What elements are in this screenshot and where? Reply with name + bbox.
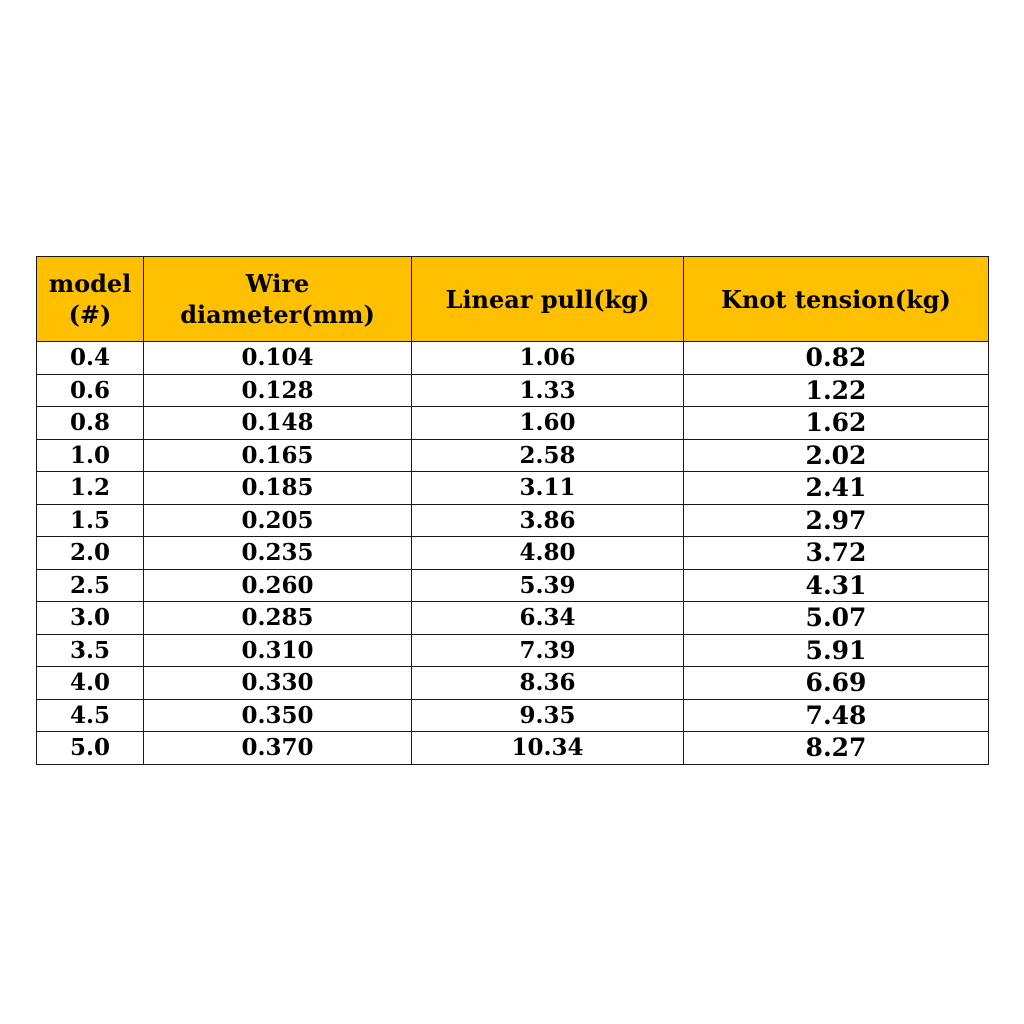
spec-table [36,256,989,765]
cell-linear-pull: 1.60 [412,407,684,440]
cell-model: 4.5 [37,699,144,732]
cell-knot-tension: 0.82 [684,342,989,375]
cell-linear-pull: 8.36 [412,667,684,700]
header-model-line-2: (#) [68,300,112,329]
header-wire-diameter [144,257,412,342]
table-row [37,504,989,537]
table-row [37,699,989,732]
cell-knot-tension: 8.27 [684,732,989,765]
cell-wire-diameter: 0.330 [144,667,412,700]
cell-linear-pull: 6.34 [412,602,684,635]
table-row [37,569,989,602]
cell-linear-pull: 10.34 [412,732,684,765]
cell-model: 1.0 [37,439,144,472]
cell-model: 2.0 [37,537,144,570]
cell-wire-diameter: 0.350 [144,699,412,732]
cell-model: 2.5 [37,569,144,602]
cell-model: 0.6 [37,374,144,407]
cell-knot-tension: 5.91 [684,634,989,667]
cell-linear-pull: 3.86 [412,504,684,537]
table-row [37,374,989,407]
table-row [37,342,989,375]
table-row [37,732,989,765]
cell-model: 3.5 [37,634,144,667]
cell-knot-tension: 3.72 [684,537,989,570]
cell-knot-tension: 2.97 [684,504,989,537]
cell-linear-pull: 1.33 [412,374,684,407]
table-row [37,537,989,570]
cell-wire-diameter: 0.128 [144,374,412,407]
cell-wire-diameter: 0.310 [144,634,412,667]
cell-linear-pull: 5.39 [412,569,684,602]
table-row [37,472,989,505]
cell-knot-tension: 5.07 [684,602,989,635]
header-wire-diameter-line-2: diameter(mm) [180,300,375,329]
cell-model: 0.8 [37,407,144,440]
table-header [37,257,989,342]
table-row [37,407,989,440]
cell-wire-diameter: 0.285 [144,602,412,635]
table-row [37,602,989,635]
cell-linear-pull: 4.80 [412,537,684,570]
cell-model: 1.5 [37,504,144,537]
table-row [37,634,989,667]
cell-knot-tension: 1.22 [684,374,989,407]
cell-wire-diameter: 0.148 [144,407,412,440]
cell-linear-pull: 1.06 [412,342,684,375]
cell-knot-tension: 1.62 [684,407,989,440]
cell-linear-pull: 7.39 [412,634,684,667]
cell-wire-diameter: 0.235 [144,537,412,570]
table-row [37,667,989,700]
header-wire-diameter-line-1: Wire [245,269,310,298]
cell-model: 5.0 [37,732,144,765]
cell-knot-tension: 6.69 [684,667,989,700]
cell-model: 1.2 [37,472,144,505]
cell-linear-pull: 2.58 [412,439,684,472]
cell-knot-tension: 4.31 [684,569,989,602]
header-knot-tension: Knot tension(kg) [684,257,989,342]
cell-model: 0.4 [37,342,144,375]
cell-linear-pull: 3.11 [412,472,684,505]
table-body [37,342,989,765]
cell-knot-tension: 2.02 [684,439,989,472]
cell-wire-diameter: 0.104 [144,342,412,375]
cell-model: 4.0 [37,667,144,700]
cell-wire-diameter: 0.260 [144,569,412,602]
cell-knot-tension: 2.41 [684,472,989,505]
cell-wire-diameter: 0.165 [144,439,412,472]
cell-wire-diameter: 0.370 [144,732,412,765]
cell-wire-diameter: 0.185 [144,472,412,505]
cell-knot-tension: 7.48 [684,699,989,732]
header-model-line-1: model [48,269,132,298]
header-linear-pull: Linear pull(kg) [412,257,684,342]
header-model [37,257,144,342]
cell-linear-pull: 9.35 [412,699,684,732]
header-row [37,257,989,342]
table-row [37,439,989,472]
cell-model: 3.0 [37,602,144,635]
cell-wire-diameter: 0.205 [144,504,412,537]
